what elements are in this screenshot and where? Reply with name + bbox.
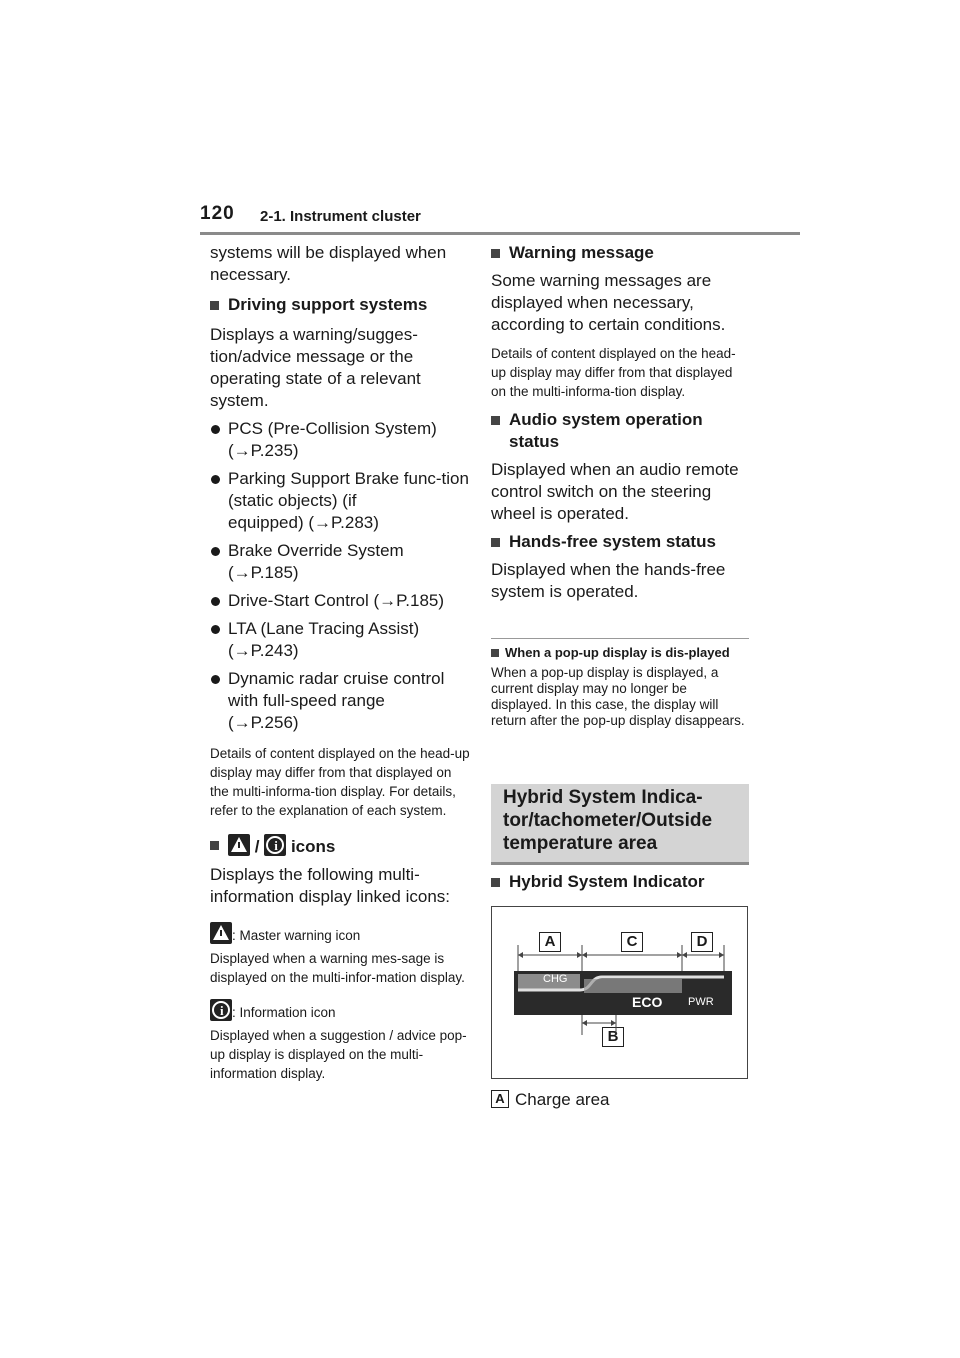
- information-desc: Displayed when a suggestion / advice pop-up display is displayed on the multi-information display.: [210, 1028, 467, 1081]
- eco-label: ECO: [632, 994, 663, 1010]
- list-item: LTA (Lane Tracing Assist) (→P.243): [210, 618, 472, 662]
- information-label: i : Information icon: [210, 999, 472, 1022]
- hands-free-heading: Hands-free system status: [491, 531, 749, 553]
- popup-body: When a pop-up display is displayed, a current display may no longer be displayed. In this case, the display will return after the pop-up display disappears.: [491, 665, 745, 728]
- section-title: 2-1. Instrument cluster: [260, 208, 421, 225]
- pwr-label: PWR: [688, 996, 714, 1008]
- hsi-heading: Hybrid System Indicator: [491, 871, 749, 893]
- square-bullet-icon: [210, 301, 219, 310]
- header-rule: [200, 232, 800, 235]
- master-warning-icon: [228, 834, 250, 856]
- callout-label-c: C: [621, 932, 643, 952]
- bullet-dot-icon: [211, 475, 220, 484]
- right-column: [491, 242, 749, 603]
- callout-label-a: A: [539, 932, 561, 952]
- bullet-dot-icon: [211, 547, 220, 556]
- square-bullet-icon: [491, 649, 499, 657]
- divider: [491, 638, 749, 639]
- page-number: 120: [200, 203, 235, 224]
- audio-heading: Audio system operation status: [491, 409, 749, 453]
- indicator-graphic: [492, 907, 747, 1078]
- hands-free-body: Displayed when the hands-free system is operated.: [491, 560, 726, 601]
- master-warning-icon: [210, 922, 232, 944]
- icons-body: Displays the following multi-information display linked icons:: [210, 865, 451, 906]
- information-icon: i: [210, 999, 232, 1021]
- section-heading: Hybrid System Indica-tor/tachometer/Outside temperature area: [503, 787, 713, 854]
- list-item: Parking Support Brake func-tion (static objects) (if equipped) (→P.283): [210, 468, 472, 534]
- bullet-dot-icon: [211, 625, 220, 634]
- bullet-dot-icon: [211, 597, 220, 606]
- legend-text: Charge area: [515, 1090, 610, 1109]
- audio-body: Displayed when an audio remote control switch on the steering wheel is operated.: [491, 460, 739, 523]
- bullet-dot-icon: [211, 675, 220, 684]
- square-bullet-icon: [491, 249, 500, 258]
- hsi-heading-wrap: [491, 871, 749, 893]
- warning-body: Some warning messages are displayed when necessary, according to certain conditions.: [491, 271, 726, 334]
- list-item: Dynamic radar cruise control with full-speed range (→P.256): [210, 668, 472, 734]
- bullet-dot-icon: [211, 425, 220, 434]
- callout-label-d: D: [691, 932, 713, 952]
- master-warning-label: : Master warning icon: [210, 922, 472, 945]
- icons-heading: / i icons: [210, 834, 472, 858]
- callout-label-b: B: [602, 1027, 624, 1047]
- intro-text: systems will be displayed when necessary.: [210, 243, 447, 284]
- square-bullet-icon: [491, 416, 500, 425]
- section-heading-box: [491, 784, 749, 865]
- warning-note: Details of content displayed on the head-up display may differ from that displayed on the multi-informa-tion display.: [491, 346, 736, 399]
- driving-body: Displays a warning/sugges-tion/advice message or the operating state of a relevant system.: [210, 325, 421, 410]
- hybrid-indicator-diagram: [491, 906, 748, 1079]
- list-item: PCS (Pre-Collision System) (→P.235): [210, 418, 472, 462]
- legend-key: A: [491, 1090, 509, 1108]
- driving-heading: Driving support systems: [210, 294, 472, 316]
- information-icon: i: [264, 834, 286, 856]
- chg-label: CHG: [543, 973, 568, 985]
- warning-heading: Warning message: [491, 242, 749, 264]
- popup-note: [491, 645, 749, 729]
- legend-item: [491, 1090, 610, 1110]
- square-bullet-icon: [491, 538, 500, 547]
- list-item: Brake Override System (→P.185): [210, 540, 472, 584]
- square-bullet-icon: [210, 841, 219, 850]
- master-warning-desc: Displayed when a warning mes-sage is displayed on the multi-infor-mation display.: [210, 951, 465, 985]
- note-text: Details of content displayed on the head-up display may differ from that displayed on the multi-informa-tion display. For details, refer to the explanation of each system.: [210, 746, 470, 818]
- list-item: Drive-Start Control (→P.185): [210, 590, 472, 612]
- popup-heading: When a pop-up display is dis-played: [491, 645, 749, 660]
- bullet-list: [210, 418, 472, 734]
- left-column: [210, 242, 472, 1083]
- square-bullet-icon: [491, 878, 500, 887]
